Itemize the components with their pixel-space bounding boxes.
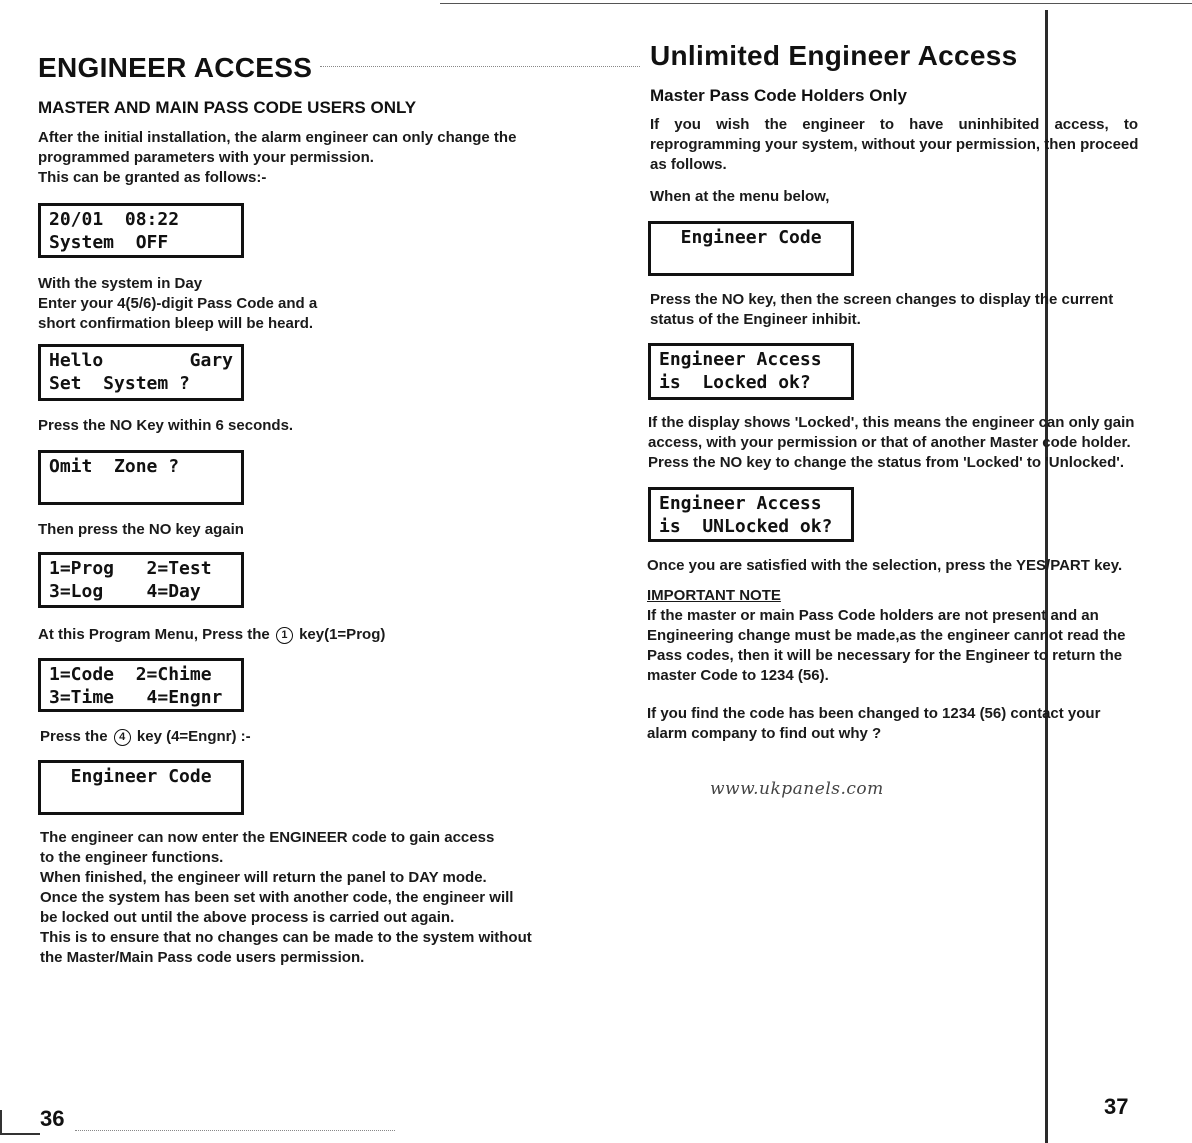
text-line: Press the NO key, then the screen changes to display the current bbox=[650, 291, 1114, 308]
lcd-row: is Locked ok? bbox=[659, 372, 811, 393]
text-line: This can be granted as follows:- bbox=[38, 169, 267, 186]
lcd-row bbox=[49, 349, 233, 372]
lcd-row: 3=Log 4=Day bbox=[49, 581, 201, 602]
lcd-row: Set System ? bbox=[49, 373, 190, 394]
text-line: status of the Engineer inhibit. bbox=[650, 311, 861, 328]
lcd-display-engineer-locked bbox=[648, 343, 854, 400]
scan-dots bbox=[320, 66, 640, 68]
text-line: to the engineer functions. bbox=[40, 849, 224, 866]
text-line: If you wish the engineer to have uninhibited access, to bbox=[650, 116, 1138, 133]
text-line: short confirmation bleep will be heard. bbox=[38, 315, 314, 332]
text-line: The engineer can now enter the ENGINEER code to gain access bbox=[40, 829, 495, 846]
text-line: be locked out until the above process is carried out again. bbox=[40, 909, 455, 926]
lcd-display-engineer-unlocked bbox=[648, 487, 854, 542]
left-intro bbox=[38, 128, 538, 188]
lcd-display-engineer-code-right bbox=[648, 221, 854, 276]
text-fragment: Press the bbox=[40, 728, 108, 745]
left-closing bbox=[40, 828, 540, 968]
left-step-2: Press the NO Key within 6 seconds. bbox=[38, 417, 294, 434]
lcd-row: 20/01 08:22 bbox=[49, 209, 180, 230]
text-line: After the initial installation, the alarm engineer can only change the bbox=[38, 129, 517, 146]
text-line: access, with your permission or that of another Master code holder. bbox=[648, 434, 1131, 451]
text-line: If the master or main Pass Code holders are not present and an bbox=[647, 607, 1099, 624]
right-final bbox=[647, 704, 1137, 744]
text-line: This is to ensure that no changes can be made to the system without bbox=[40, 929, 532, 946]
lcd-greeting: Hello bbox=[49, 350, 104, 371]
website-watermark: www.ukpanels.com bbox=[710, 779, 884, 799]
right-intro bbox=[650, 115, 1138, 155]
text-line: Engineering change must be made,as the engineer cannot read the bbox=[647, 627, 1126, 644]
right-menu-note: When at the menu below, bbox=[650, 188, 830, 205]
right-page-title: Unlimited Engineer Access bbox=[650, 40, 1018, 71]
left-step-3: Then press the NO key again bbox=[38, 521, 244, 538]
page-spine bbox=[1045, 10, 1048, 1143]
text-line: With the system in Day bbox=[38, 275, 203, 292]
scan-dots bbox=[75, 1130, 395, 1132]
important-note-heading: IMPORTANT NOTE bbox=[647, 587, 781, 604]
left-page-title: ENGINEER ACCESS bbox=[38, 52, 313, 83]
lcd-row: Engineer Access bbox=[659, 493, 822, 514]
text-fragment: key(1=Prog) bbox=[299, 626, 386, 643]
text-line: programmed parameters with your permission. bbox=[38, 149, 374, 166]
left-step-5 bbox=[40, 727, 251, 747]
text-line: Press the NO key to change the status from 'Locked' to 'Unlocked'. bbox=[648, 454, 1125, 471]
left-edge-mark bbox=[0, 1133, 40, 1135]
page-number-right: 37 bbox=[1104, 1094, 1129, 1119]
lcd-display-engineer-code bbox=[38, 760, 244, 815]
right-step-2 bbox=[648, 413, 1138, 473]
left-step-4 bbox=[38, 625, 385, 645]
lcd-row: is UNLocked ok? bbox=[659, 516, 833, 537]
lcd-row: Omit Zone ? bbox=[49, 456, 180, 477]
right-intro-end: as follows. bbox=[650, 156, 727, 173]
text-line: Pass codes, then it will be necessary for the Engineer to return the bbox=[647, 647, 1123, 664]
important-note-body bbox=[647, 606, 1137, 686]
text-fragment: At this Program Menu, Press the bbox=[38, 626, 270, 643]
key-4-icon: 4 bbox=[114, 729, 131, 746]
lcd-display-omit-zone bbox=[38, 450, 244, 505]
left-page-subtitle: MASTER AND MAIN PASS CODE USERS ONLY bbox=[38, 98, 417, 117]
lcd-display-date-time bbox=[38, 203, 244, 258]
lcd-row: Engineer Code bbox=[49, 766, 212, 787]
lcd-row: 1=Prog 2=Test bbox=[49, 558, 212, 579]
right-step-3: Once you are satisfied with the selection, press the YES/PART key. bbox=[647, 557, 1123, 574]
lcd-row: Engineer Code bbox=[659, 227, 822, 248]
text-line: If the display shows 'Locked', this means the engineer can only gain bbox=[648, 414, 1135, 431]
right-step-1 bbox=[650, 290, 1138, 330]
lcd-row: 1=Code 2=Chime bbox=[49, 664, 212, 685]
left-edge-mark bbox=[0, 1110, 2, 1135]
text-line: Enter your 4(5/6)-digit Pass Code and a bbox=[38, 295, 318, 312]
lcd-row: Engineer Access bbox=[659, 349, 822, 370]
text-line: the Master/Main Pass code users permission. bbox=[40, 949, 365, 966]
top-edge-line bbox=[440, 3, 1192, 4]
lcd-user-name: Gary bbox=[189, 350, 233, 371]
text-fragment: key (4=Engnr) :- bbox=[136, 728, 251, 745]
key-1-icon: 1 bbox=[276, 627, 293, 644]
text-line: master Code to 1234 (56). bbox=[647, 667, 829, 684]
lcd-display-code-menu bbox=[38, 658, 244, 712]
text-line: When finished, the engineer will return the panel to DAY mode. bbox=[40, 869, 487, 886]
lcd-row: System OFF bbox=[49, 232, 169, 253]
text-line: alarm company to find out why ? bbox=[647, 725, 882, 742]
page-number-left: 36 bbox=[40, 1106, 65, 1131]
lcd-row: 3=Time 4=Engnr bbox=[49, 687, 223, 708]
left-step-1 bbox=[38, 274, 358, 334]
right-page-subtitle: Master Pass Code Holders Only bbox=[650, 86, 907, 105]
text-line: Once the system has been set with another code, the engineer will bbox=[40, 889, 514, 906]
lcd-display-program-menu bbox=[38, 552, 244, 608]
text-line: If you find the code has been changed to 1234 (56) contact your bbox=[647, 705, 1101, 722]
text-line: reprogramming your system, without your permission, then proceed bbox=[650, 136, 1139, 153]
lcd-display-hello bbox=[38, 344, 244, 401]
